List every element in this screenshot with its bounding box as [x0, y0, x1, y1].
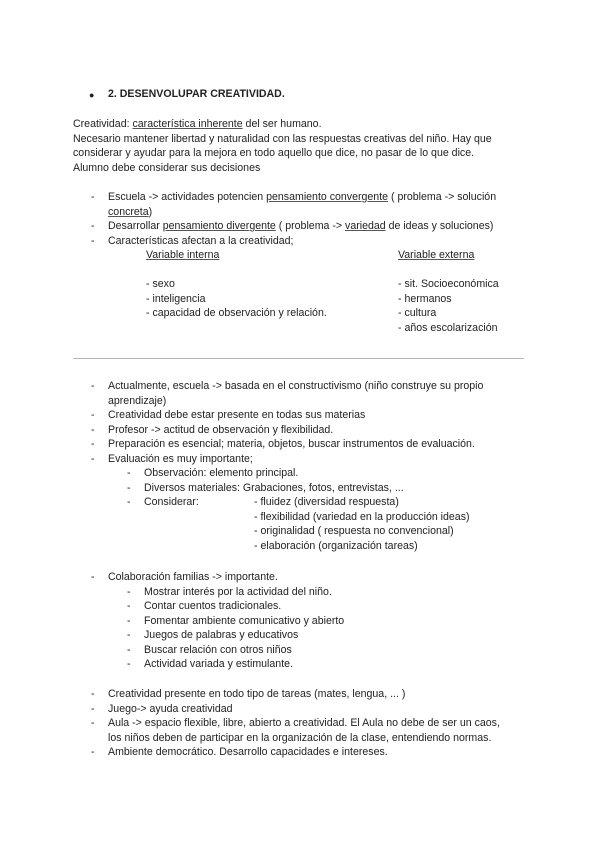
list-dash: - — [91, 220, 95, 232]
sub-dash: - — [127, 467, 131, 479]
list-dash: - — [91, 452, 95, 465]
sub-item: Diversos materiales: Grabaciones, fotos, entrevistas, ... — [144, 481, 404, 494]
list-item: Colaboración familias -> importante. — [108, 571, 278, 583]
list-item: Evaluación es muy importante; — [108, 452, 253, 465]
sub-dash: - — [127, 658, 131, 670]
list-item: Aula -> espacio flexible, libre, abierto a creatividad. El Aula no debe de ser un caos, — [108, 717, 500, 729]
list-dash: - — [91, 688, 95, 700]
external-item: - hermanos — [398, 292, 452, 305]
sub-dash: - — [127, 643, 131, 656]
sub-dash: - — [127, 481, 131, 494]
section-heading: 2. DESENVOLUPAR CREATIVIDAD. — [108, 88, 285, 100]
list-dash: - — [91, 717, 95, 729]
sub-item: Considerar: — [144, 496, 199, 508]
considerar-item: - elaboración (organización tareas) — [254, 539, 418, 552]
list-item: Creatividad debe estar presente en todas sus materias — [108, 409, 366, 421]
list-item: Desarrollar pensamiento divergente ( problema -> variedad de ideas y soluciones) — [108, 220, 494, 232]
sub-item: Mostrar interés por la actividad del niño. — [144, 585, 332, 598]
intro-line-1: Creatividad: característica inherente del ser humano. — [73, 118, 322, 130]
external-item: - sit. Socioeconómica — [398, 278, 499, 290]
sub-dash: - — [127, 629, 131, 641]
list-dash: - — [91, 746, 95, 758]
sub-item: Actividad variada y estimulante. — [144, 658, 293, 670]
list-dash: - — [91, 191, 95, 203]
list-item: Profesor -> actitud de observación y flexibilidad. — [108, 423, 334, 436]
list-item: Juego-> ayuda creatividad — [108, 702, 233, 715]
internal-item: - capacidad de observación y relación. — [146, 307, 327, 319]
sub-item: Observación: elemento principal. — [144, 467, 299, 479]
list-dash: - — [91, 234, 95, 247]
list-dash: - — [91, 423, 95, 436]
internal-item: - inteligencia — [146, 292, 206, 305]
considerar-item: - fluidez (diversidad respuesta) — [254, 496, 399, 508]
list-item: Ambiente democrático. Desarrollo capacidades e intereses. — [108, 746, 388, 758]
sub-dash: - — [127, 496, 131, 508]
sub-item: Buscar relación con otros niños — [144, 643, 292, 656]
heading-bullet: ● — [89, 90, 95, 100]
intro-line-4: Alumno debe considerar sus decisiones — [73, 161, 261, 174]
list-item-cont: aprendizaje) — [108, 394, 167, 407]
list-dash: - — [91, 409, 95, 421]
external-item: - años escolarización — [398, 321, 498, 334]
list-item: Creatividad presente en todo tipo de tareas (mates, lengua, ... ) — [108, 688, 406, 700]
intro-line-2: Necesario mantener libertad y naturalidad con las respuestas creativas del niño. Hay que — [73, 132, 492, 145]
characteristic-link: característica inherente — [132, 118, 243, 130]
external-item: - cultura — [398, 307, 437, 319]
sub-dash: - — [127, 600, 131, 612]
list-dash: - — [91, 571, 95, 583]
list-dash: - — [91, 380, 95, 392]
list-item-cont: concreta) — [108, 205, 153, 218]
list-dash: - — [91, 702, 95, 715]
list-dash: - — [91, 438, 95, 450]
sub-item: Fomentar ambiente comunicativo y abierto — [144, 614, 345, 627]
list-item: Preparación es esencial; materia, objetos, buscar instrumentos de evaluación. — [108, 438, 475, 450]
list-item-cont: los niños deben de participar en la organización de la clase, entendiendo normas. — [108, 731, 492, 744]
list-item: Actualmente, escuela -> basada en el constructivismo (niño construye su propio — [108, 380, 484, 392]
intro-line-3: considerar y ayudar para la mejora en todo aquello que dice, no pasar de lo que dice. — [73, 147, 475, 159]
sub-dash: - — [127, 585, 131, 598]
horizontal-divider — [73, 358, 524, 359]
considerar-item: - originalidad ( respuesta no convencional) — [254, 525, 454, 537]
list-item: Características afectan a la creatividad; — [108, 234, 294, 247]
external-variable-title: Variable externa — [398, 249, 475, 261]
internal-variable-title: Variable interna — [146, 249, 220, 261]
internal-item: - sexo — [146, 278, 175, 290]
sub-item: Juegos de palabras y educativos — [144, 629, 299, 641]
sub-dash: - — [127, 614, 131, 627]
considerar-item: - flexibilidad (variedad en la producción ideas) — [254, 510, 470, 523]
sub-item: Contar cuentos tradicionales. — [144, 600, 282, 612]
list-item: Escuela -> actividades potencien pensamiento convergente ( problema -> solución — [108, 191, 497, 203]
